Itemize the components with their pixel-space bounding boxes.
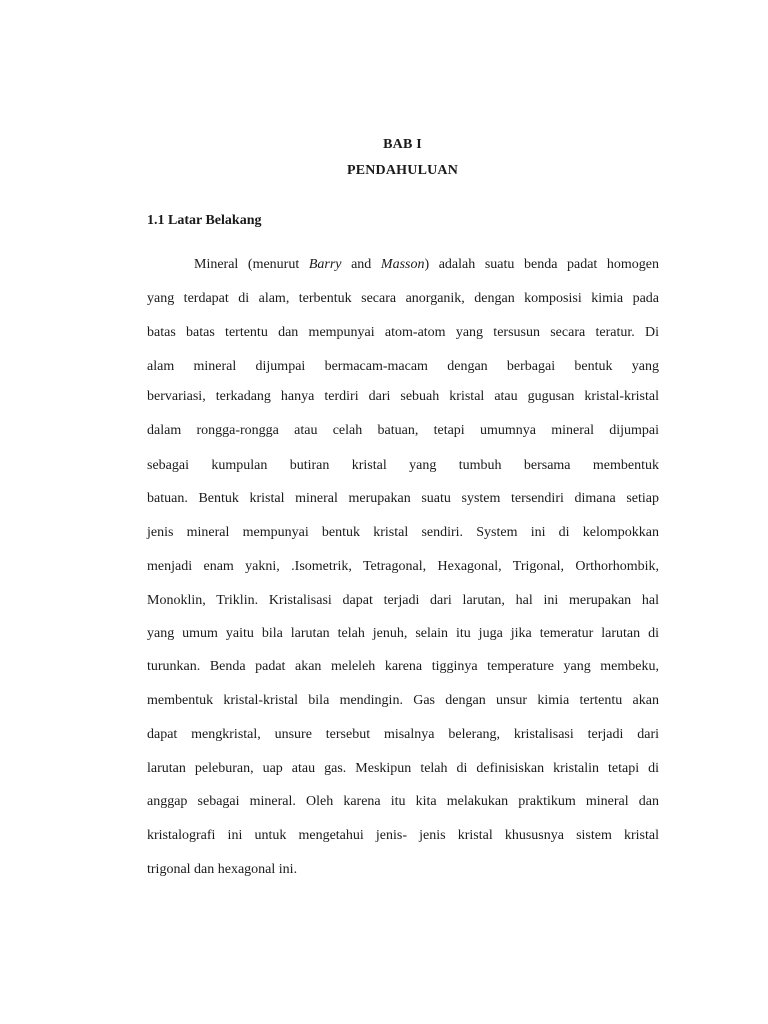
- paragraph-line: dapat mengkristal, unsure tersebut misalnya belerang, kristalisasi terjadi dari: [147, 727, 659, 742]
- paragraph-line: batas batas tertentu dan mempunyai atom-atom yang tersusun secara teratur. Di: [147, 325, 659, 340]
- paragraph-line: dalam rongga-rongga atau celah batuan, tetapi umumnya mineral dijumpai: [147, 423, 659, 438]
- paragraph-line: yang terdapat di alam, terbentuk secara anorganik, dengan komposisi kimia pada: [147, 291, 659, 306]
- paragraph-line: larutan peleburan, uap atau gas. Meskipun telah di definisiskan kristalin tetapi di: [147, 761, 659, 776]
- paragraph-line: kristalografi ini untuk mengetahui jenis- jenis kristal khususnya sistem kristal: [147, 828, 659, 843]
- paragraph-line: jenis mineral mempunyai bentuk kristal sendiri. System ini di kelompokkan: [147, 525, 659, 540]
- paragraph-line: menjadi enam yakni, .Isometrik, Tetragonal, Hexagonal, Trigonal, Orthorhombik,: [147, 559, 659, 574]
- paragraph-line: turunkan. Benda padat akan meleleh karena tigginya temperature yang membeku,: [147, 659, 659, 674]
- text-run: ) adalah suatu benda padat homogen: [424, 257, 660, 272]
- paragraph-line: trigonal dan hexagonal ini.: [147, 862, 298, 877]
- author-name: Barry: [308, 257, 342, 272]
- paragraph-line: batuan. Bentuk kristal mineral merupakan suatu system tersendiri dimana setiap: [147, 491, 659, 506]
- author-name: Masson: [380, 257, 425, 272]
- chapter-title: PENDAHULUAN: [346, 163, 459, 178]
- paragraph-line: yang umum yaitu bila larutan telah jenuh, selain itu juga jika temeratur larutan di: [147, 626, 659, 641]
- paragraph-line: bervariasi, terkadang hanya terdiri dari sebuah kristal atau gugusan kristal-kristal: [147, 389, 659, 404]
- paragraph-line: Monoklin, Triklin. Kristalisasi dapat terjadi dari larutan, hal ini merupakan hal: [147, 593, 659, 608]
- section-heading: 1.1 Latar Belakang: [147, 213, 262, 228]
- text-run: Mineral (menurut: [194, 257, 309, 272]
- paragraph-line: alam mineral dijumpai bermacam-macam dengan berbagai bentuk yang: [147, 359, 659, 374]
- paragraph-line: sebagai kumpulan butiran kristal yang tumbuh bersama membentuk: [147, 458, 659, 473]
- paragraph-line: membentuk kristal-kristal bila mendingin. Gas dengan unsur kimia tertentu akan: [147, 693, 659, 708]
- paragraph-line: anggap sebagai mineral. Oleh karena itu kita melakukan praktikum mineral dan: [147, 794, 659, 809]
- paragraph-line: [194, 256, 659, 274]
- text-run: and: [341, 257, 381, 272]
- chapter-number: BAB I: [383, 137, 422, 152]
